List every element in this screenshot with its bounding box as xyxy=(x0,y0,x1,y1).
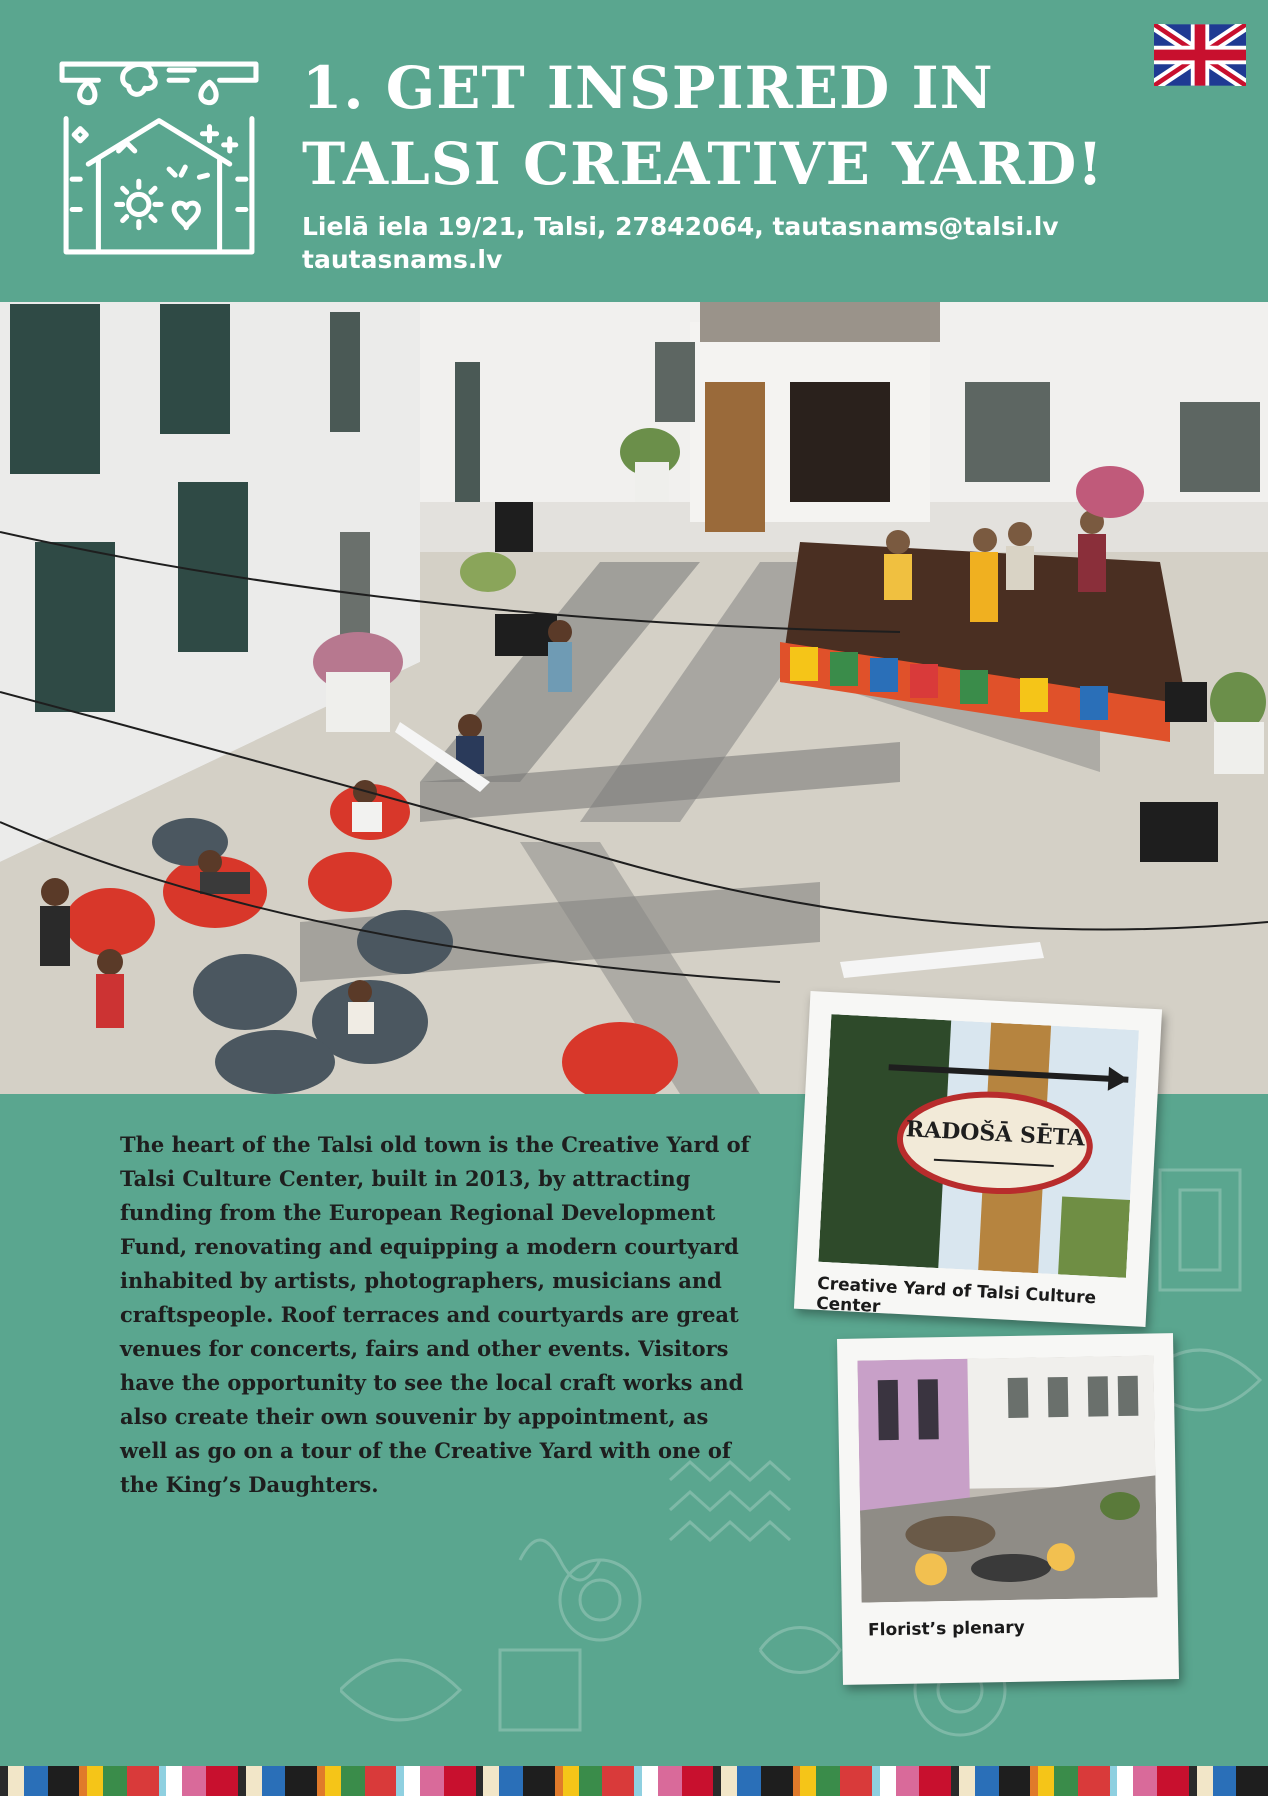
uk-flag-icon[interactable] xyxy=(1154,24,1246,86)
stripe-segment xyxy=(1117,1766,1133,1796)
stripe-segment xyxy=(444,1766,476,1796)
stripe-segment xyxy=(365,1766,397,1796)
stripe-segment xyxy=(1189,1766,1197,1796)
sign-text: RADOŠĀ SĒTA xyxy=(905,1116,1086,1152)
stripe-segment xyxy=(8,1766,24,1796)
stripe-segment xyxy=(800,1766,816,1796)
stripe-segment xyxy=(919,1766,951,1796)
photo-florists-plenary xyxy=(857,1355,1157,1602)
page-title xyxy=(302,50,1104,202)
stripe-segment xyxy=(1157,1766,1189,1796)
stripe-segment xyxy=(246,1766,262,1796)
header xyxy=(0,0,1268,300)
stripe-segment xyxy=(658,1766,682,1796)
stripe-segment xyxy=(1236,1766,1268,1796)
photo-caption-florists-plenary: Florist’s plenary xyxy=(867,1617,1025,1641)
contact-address: Lielā iela 19/21, Talsi, 27842064, tautasnams@talsi.lv xyxy=(302,212,1059,241)
stripe-segment xyxy=(420,1766,444,1796)
stripe-segment xyxy=(1197,1766,1213,1796)
stripe-segment xyxy=(602,1766,634,1796)
title-line-1: 1. GET INSPIRED IN xyxy=(302,54,994,122)
stripe-segment xyxy=(999,1766,1031,1796)
decorative-color-stripe xyxy=(0,1766,1268,1796)
stripe-segment xyxy=(523,1766,555,1796)
photo-card-creative-yard xyxy=(794,991,1162,1327)
stripe-segment xyxy=(563,1766,579,1796)
stripe-segment xyxy=(975,1766,999,1796)
stripe-segment xyxy=(896,1766,920,1796)
creative-yard-house-icon xyxy=(58,58,260,260)
stripe-segment xyxy=(713,1766,721,1796)
stripe-segment xyxy=(182,1766,206,1796)
contact-info xyxy=(302,210,1059,276)
stripe-segment xyxy=(341,1766,365,1796)
stripe-segment xyxy=(127,1766,159,1796)
stripe-segment xyxy=(262,1766,286,1796)
stripe-segment xyxy=(951,1766,959,1796)
stripe-segment xyxy=(103,1766,127,1796)
courtyard-concert-photo xyxy=(0,302,1268,1094)
stripe-segment xyxy=(166,1766,182,1796)
stripe-segment xyxy=(238,1766,246,1796)
stripe-segment xyxy=(1030,1766,1038,1796)
stripe-segment xyxy=(159,1766,167,1796)
stripe-segment xyxy=(1054,1766,1078,1796)
description-paragraph: The heart of the Talsi old town is the Creative Yard of Talsi Culture Center, built in 2013, by attracting funding from the European Regional Development Fund, renovating and equipping a modern courtyard inhabited by artists, photographers, musicians and craftspeople. Roof terraces and courtyards are great venues for concerts, fairs and other events. Visitors have the opportunity to see the local craft works and also create their own souvenir by appointment, as well as go on a tour of the Creative Yard with one of the King’s Daughters. xyxy=(120,1132,750,1497)
stripe-segment xyxy=(872,1766,880,1796)
photo-creative-yard-sign xyxy=(818,1014,1139,1278)
stripe-segment xyxy=(396,1766,404,1796)
stripe-segment xyxy=(48,1766,80,1796)
stripe-segment xyxy=(816,1766,840,1796)
stripe-segment xyxy=(682,1766,714,1796)
photo-card-florists-plenary xyxy=(837,1333,1179,1685)
stripe-segment xyxy=(880,1766,896,1796)
stripe-segment xyxy=(285,1766,317,1796)
stripe-segment xyxy=(1213,1766,1237,1796)
stripe-segment xyxy=(642,1766,658,1796)
stripe-segment xyxy=(317,1766,325,1796)
stripe-segment xyxy=(24,1766,48,1796)
stripe-segment xyxy=(555,1766,563,1796)
stripe-segment xyxy=(579,1766,603,1796)
stripe-segment xyxy=(476,1766,484,1796)
stripe-segment xyxy=(1078,1766,1110,1796)
title-line-2: TALSI CREATIVE YARD! xyxy=(302,130,1104,198)
stripe-segment xyxy=(0,1766,8,1796)
stripe-segment xyxy=(325,1766,341,1796)
stripe-segment xyxy=(87,1766,103,1796)
stripe-segment xyxy=(840,1766,872,1796)
stripe-segment xyxy=(959,1766,975,1796)
stripe-segment xyxy=(404,1766,420,1796)
photo-caption-creative-yard: Creative Yard of Talsi Culture Center xyxy=(815,1273,1097,1318)
stripe-segment xyxy=(1133,1766,1157,1796)
stripe-segment xyxy=(761,1766,793,1796)
stripe-segment xyxy=(793,1766,801,1796)
stripe-segment xyxy=(721,1766,737,1796)
stripe-segment xyxy=(634,1766,642,1796)
stripe-segment xyxy=(1110,1766,1118,1796)
stripe-segment xyxy=(499,1766,523,1796)
contact-website: tautasnams.lv xyxy=(302,245,503,274)
stripe-segment xyxy=(1038,1766,1054,1796)
stripe-segment xyxy=(206,1766,238,1796)
stripe-segment xyxy=(79,1766,87,1796)
stripe-segment xyxy=(737,1766,761,1796)
stripe-segment xyxy=(483,1766,499,1796)
